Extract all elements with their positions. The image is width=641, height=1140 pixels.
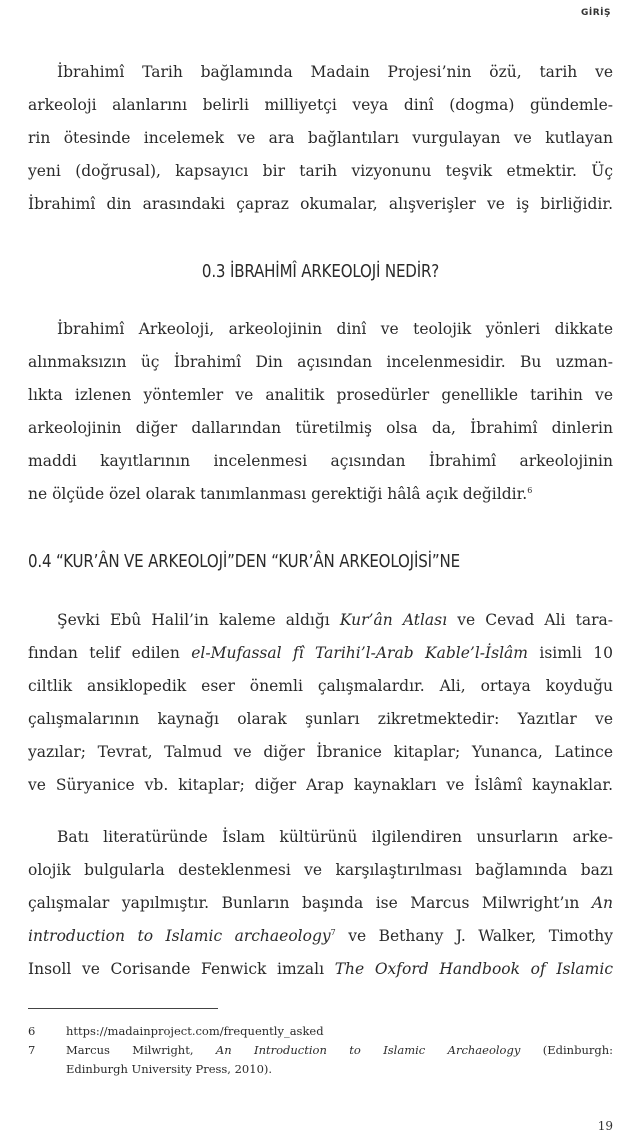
section-heading-0-4: 0.4 “KUR’ÂN VE ARKEOLOJİ”DEN “KUR’ÂN ARKEOLOJİSİ”NE [28,552,460,572]
book-title-quran-atlas: Kur’ân Atlası [339,611,448,629]
book-title-oxford-handbook: The Oxford Handbook of Islamic [334,960,613,978]
text-line: ve Süryanice vb. kitaplar; diğer Arap kaynakları ve İslâmî kaynaklar. [28,776,613,794]
text-line: rin ötesinde incelemek ve ara bağlantıları vurgulayan ve kutlayan [28,129,613,147]
footnote-7 [28,1041,613,1079]
footnote-line [66,1041,613,1060]
text-line: lıkta izlenen yöntemler ve analitik prosedürler genellikle tarihin ve [28,386,613,404]
text-run: isimli 10 [528,644,613,662]
text-line: olojik bulgularla desteklenmesi ve karşılaştırılması bağlamında bazı [28,861,613,879]
text-run: Marcus Milwright, [66,1043,216,1057]
text-line [28,604,613,637]
book-title-islamic-archaeology: introduction to Islamic archaeology [28,927,331,945]
text-line: İbrahimî din arasındaki çapraz okumalar, alışverişler ve iş birliğidir. [28,195,613,213]
footnote-line: Edinburgh University Press, 2010). [66,1062,273,1076]
text-run: Insoll ve Corisande Fenwick imzalı [28,960,335,978]
footnote-6 [28,1022,613,1041]
footnote-number: 6 [28,1024,36,1038]
text-run: fından telif edilen [28,644,192,662]
text-line: ciltlik ansiklopedik eser önemli çalışmalardır. Ali, ortaya koyduğu [28,677,613,695]
text-line: Batı literatüründe İslam kültürünü ilgilendiren unsurların arke- [57,828,613,846]
text-line [28,637,613,670]
text-line: maddi kayıtlarının incelenmesi açısından İbrahimî arkeolojinin [28,452,613,470]
text-run: (Edinburgh: [520,1043,613,1057]
footnote-ref-7[interactable]: 7 [330,927,336,937]
text-line: İbrahimî Arkeoloji, arkeolojinin dinî ve teolojik yönleri dikkate [57,320,613,338]
text-line: arkeolojinin diğer dallarından türetilmiş olsa da, İbrahimî dinlerin [28,419,613,437]
footnote-book-title: An Introduction to Islamic Archaeology [215,1043,521,1057]
paragraph-abrahamic-archaeology [28,313,613,511]
page-number: 19 [597,1119,613,1133]
text-line: yazılar; Tevrat, Talmud ve diğer İbranice kitaplar; Yunanca, Latince [28,743,613,761]
text-run: çalışmalar yapılmıştır. Bunların başında ise Marcus Milwright’ın [28,894,592,912]
book-title-fragment: An [591,894,613,912]
footnote-divider [28,1008,218,1009]
text-line [28,887,613,920]
text-line [28,478,613,511]
text-line: çalışmalarının kaynağı olarak şunları zikretmektedir: Yazıtlar ve [28,710,613,728]
text-line [28,920,613,953]
paragraph-intro [28,56,613,221]
text-line [28,953,613,986]
text-run: ve Bethany J. Walker, Timothy [335,927,613,945]
paragraph-western-literature [28,821,613,986]
footnote-url[interactable]: https://madainproject.com/frequently_asked [66,1024,324,1038]
text-run: ve Cevad Ali tara- [447,611,613,629]
book-title-el-mufassal: el-Mufassal fî Tarihi’l-Arab Kable’l-İslâm [191,644,528,662]
text-line: alınmaksızın üç İbrahimî Din açısından incelenmesidir. Bu uzman- [28,353,613,371]
footnote-number: 7 [28,1043,36,1057]
paragraph-quran-atlas [28,604,613,802]
text-line: yeni (doğrusal), kapsayıcı bir tarih vizyonunu teşvik etmektir. Üç [28,162,613,180]
text-line: İbrahimî Tarih bağlamında Madain Projesi’nin özü, tarih ve [57,63,613,81]
text-run: Şevki Ebû Halil’in kaleme aldığı [57,611,340,629]
running-head: GİRİŞ [581,8,611,18]
section-heading-0-3: 0.3 İBRAHİMÎ ARKEOLOJİ NEDİR? [201,262,440,282]
text-line: arkeoloji alanlarını belirli milliyetçi veya dinî (dogma) gündemle- [28,96,613,114]
text-line-content: ne ölçüde özel olarak tanımlanması gerektiği hâlâ açık değildir. [28,485,528,503]
footnote-ref-6[interactable]: 6 [527,485,533,495]
footnote-body [66,1041,613,1079]
